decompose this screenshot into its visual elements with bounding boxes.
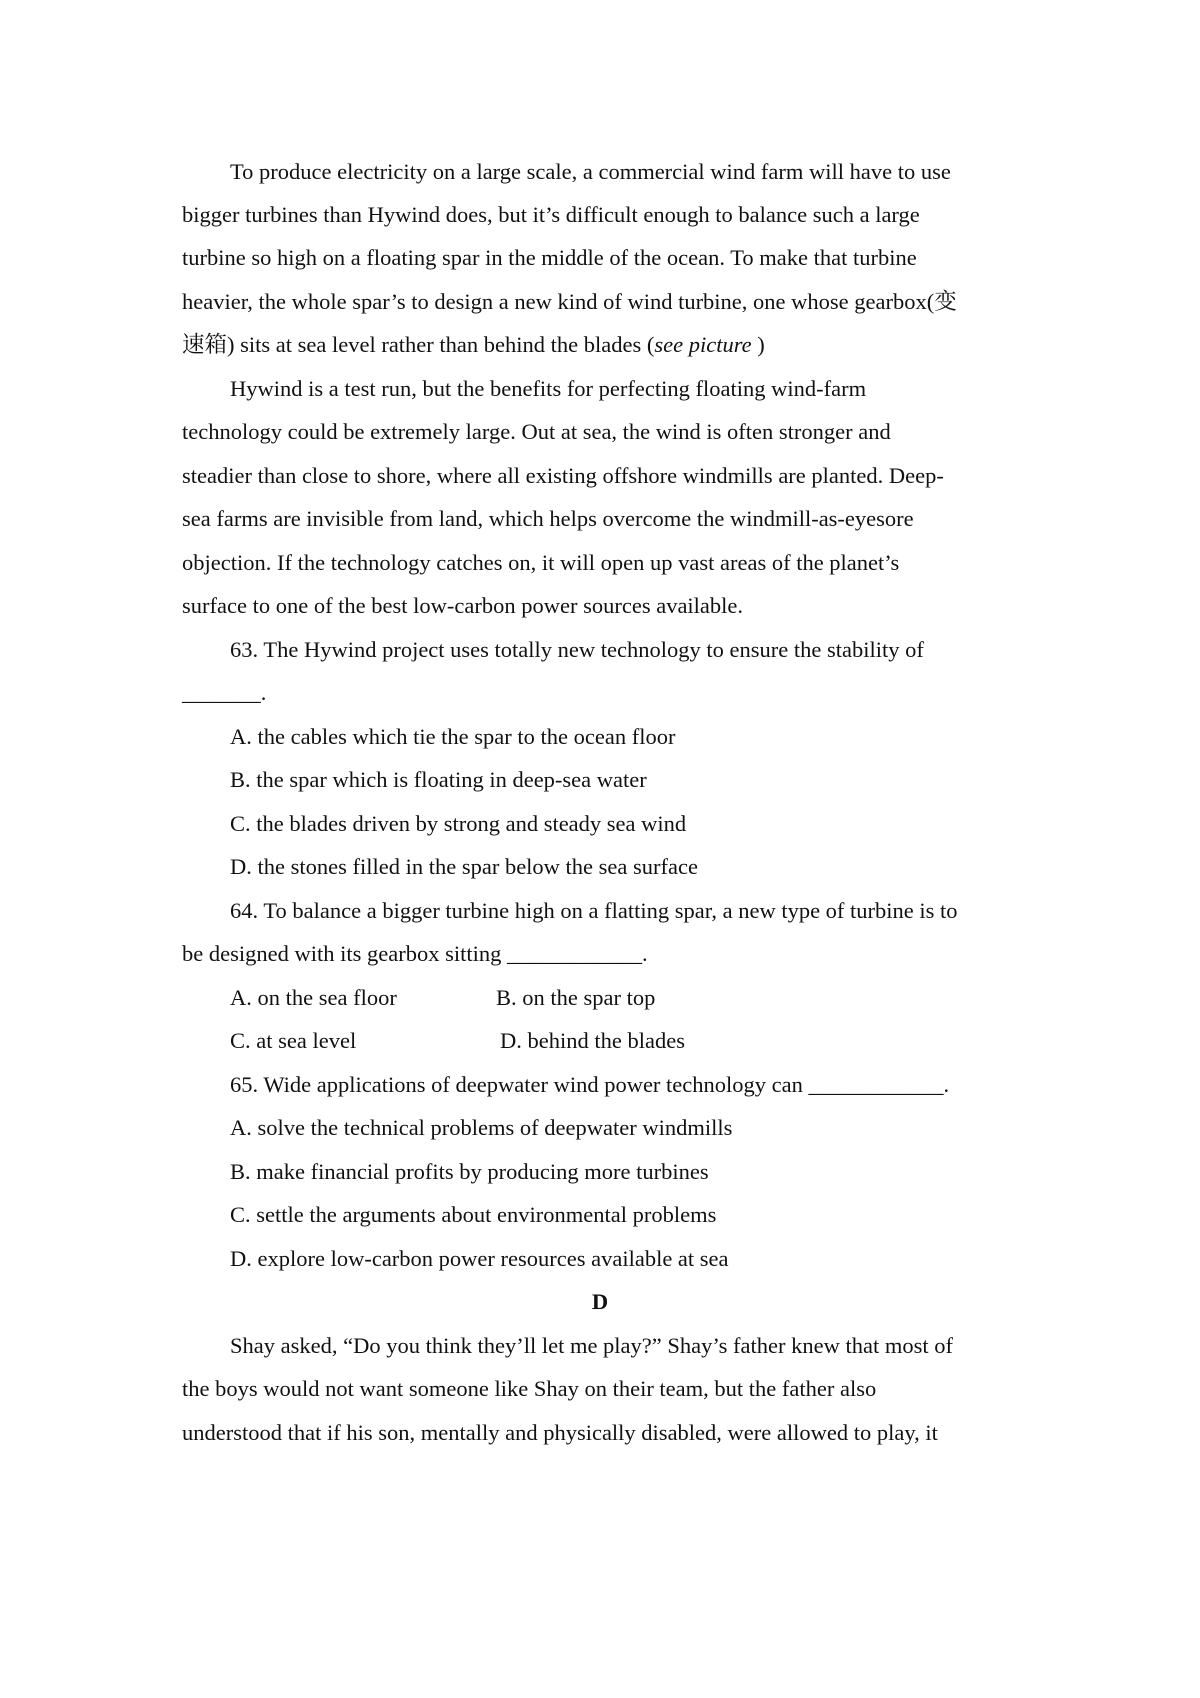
paragraph-line: Shay asked, “Do you think they’ll let me play?” Shay’s father knew that most of xyxy=(230,1333,953,1358)
paragraph-line: bigger turbines than Hywind does, but it’s difficult enough to balance such a large xyxy=(182,202,920,227)
paragraph-line: steadier than close to shore, where all existing offshore windmills are planted. Deep- xyxy=(182,463,944,488)
paragraph-line xyxy=(182,330,765,360)
question-65-option-a: A. solve the technical problems of deepwater windmills xyxy=(230,1115,733,1140)
question-63-option-c: C. the blades driven by strong and steady sea wind xyxy=(230,811,687,836)
question-64-stem: 64. To balance a bigger turbine high on a flatting spar, a new type of turbine is to xyxy=(230,898,958,923)
paragraph-line: turbine so high on a floating spar in the middle of the ocean. To make that turbine xyxy=(182,245,917,270)
question-65-stem: 65. Wide applications of deepwater wind power technology can ____________. xyxy=(230,1072,950,1097)
question-64-option-a: A. on the sea floor xyxy=(230,985,397,1010)
paragraph-line: heavier, the whole spar’s to design a new kind of wind turbine, one whose gearbox(变 xyxy=(182,289,957,314)
question-64-option-b: B. on the spar top xyxy=(496,985,656,1010)
question-63-blank: _______. xyxy=(182,680,267,705)
question-63-option-b: B. the spar which is floating in deep-sea water xyxy=(230,767,647,792)
paragraph-text: 速箱) sits at sea level rather than behind the blades ( xyxy=(182,332,655,357)
question-63-option-d: D. the stones filled in the spar below the sea surface xyxy=(230,854,698,879)
question-64-option-c: C. at sea level xyxy=(230,1028,357,1053)
italic-text: see picture xyxy=(654,332,752,357)
paragraph-text: ) xyxy=(751,332,765,357)
paragraph-line: understood that if his son, mentally and physically disabled, were allowed to play, it xyxy=(182,1420,938,1445)
question-63-option-a: A. the cables which tie the spar to the ocean floor xyxy=(230,724,676,749)
paragraph-line: surface to one of the best low-carbon power sources available. xyxy=(182,593,744,618)
question-64-stem-cont: be designed with its gearbox sitting ____________. xyxy=(182,941,648,966)
question-64-option-d: D. behind the blades xyxy=(500,1028,685,1053)
question-65-option-d: D. explore low-carbon power resources available at sea xyxy=(230,1246,729,1271)
question-65-option-c: C. settle the arguments about environmental problems xyxy=(230,1202,717,1227)
question-63-stem: 63. The Hywind project uses totally new technology to ensure the stability of xyxy=(230,637,924,662)
paragraph-line: To produce electricity on a large scale, a commercial wind farm will have to use xyxy=(230,159,951,184)
paragraph-line: technology could be extremely large. Out at sea, the wind is often stronger and xyxy=(182,419,891,444)
paragraph-line: the boys would not want someone like Shay on their team, but the father also xyxy=(182,1376,877,1401)
paragraph-line: Hywind is a test run, but the benefits for perfecting floating wind-farm xyxy=(230,376,867,401)
question-65-option-b: B. make financial profits by producing more turbines xyxy=(230,1159,709,1184)
section-heading: D xyxy=(591,1289,609,1314)
paragraph-line: sea farms are invisible from land, which helps overcome the windmill-as-eyesore xyxy=(182,506,914,531)
paragraph-line: objection. If the technology catches on, it will open up vast areas of the planet’s xyxy=(182,550,900,575)
